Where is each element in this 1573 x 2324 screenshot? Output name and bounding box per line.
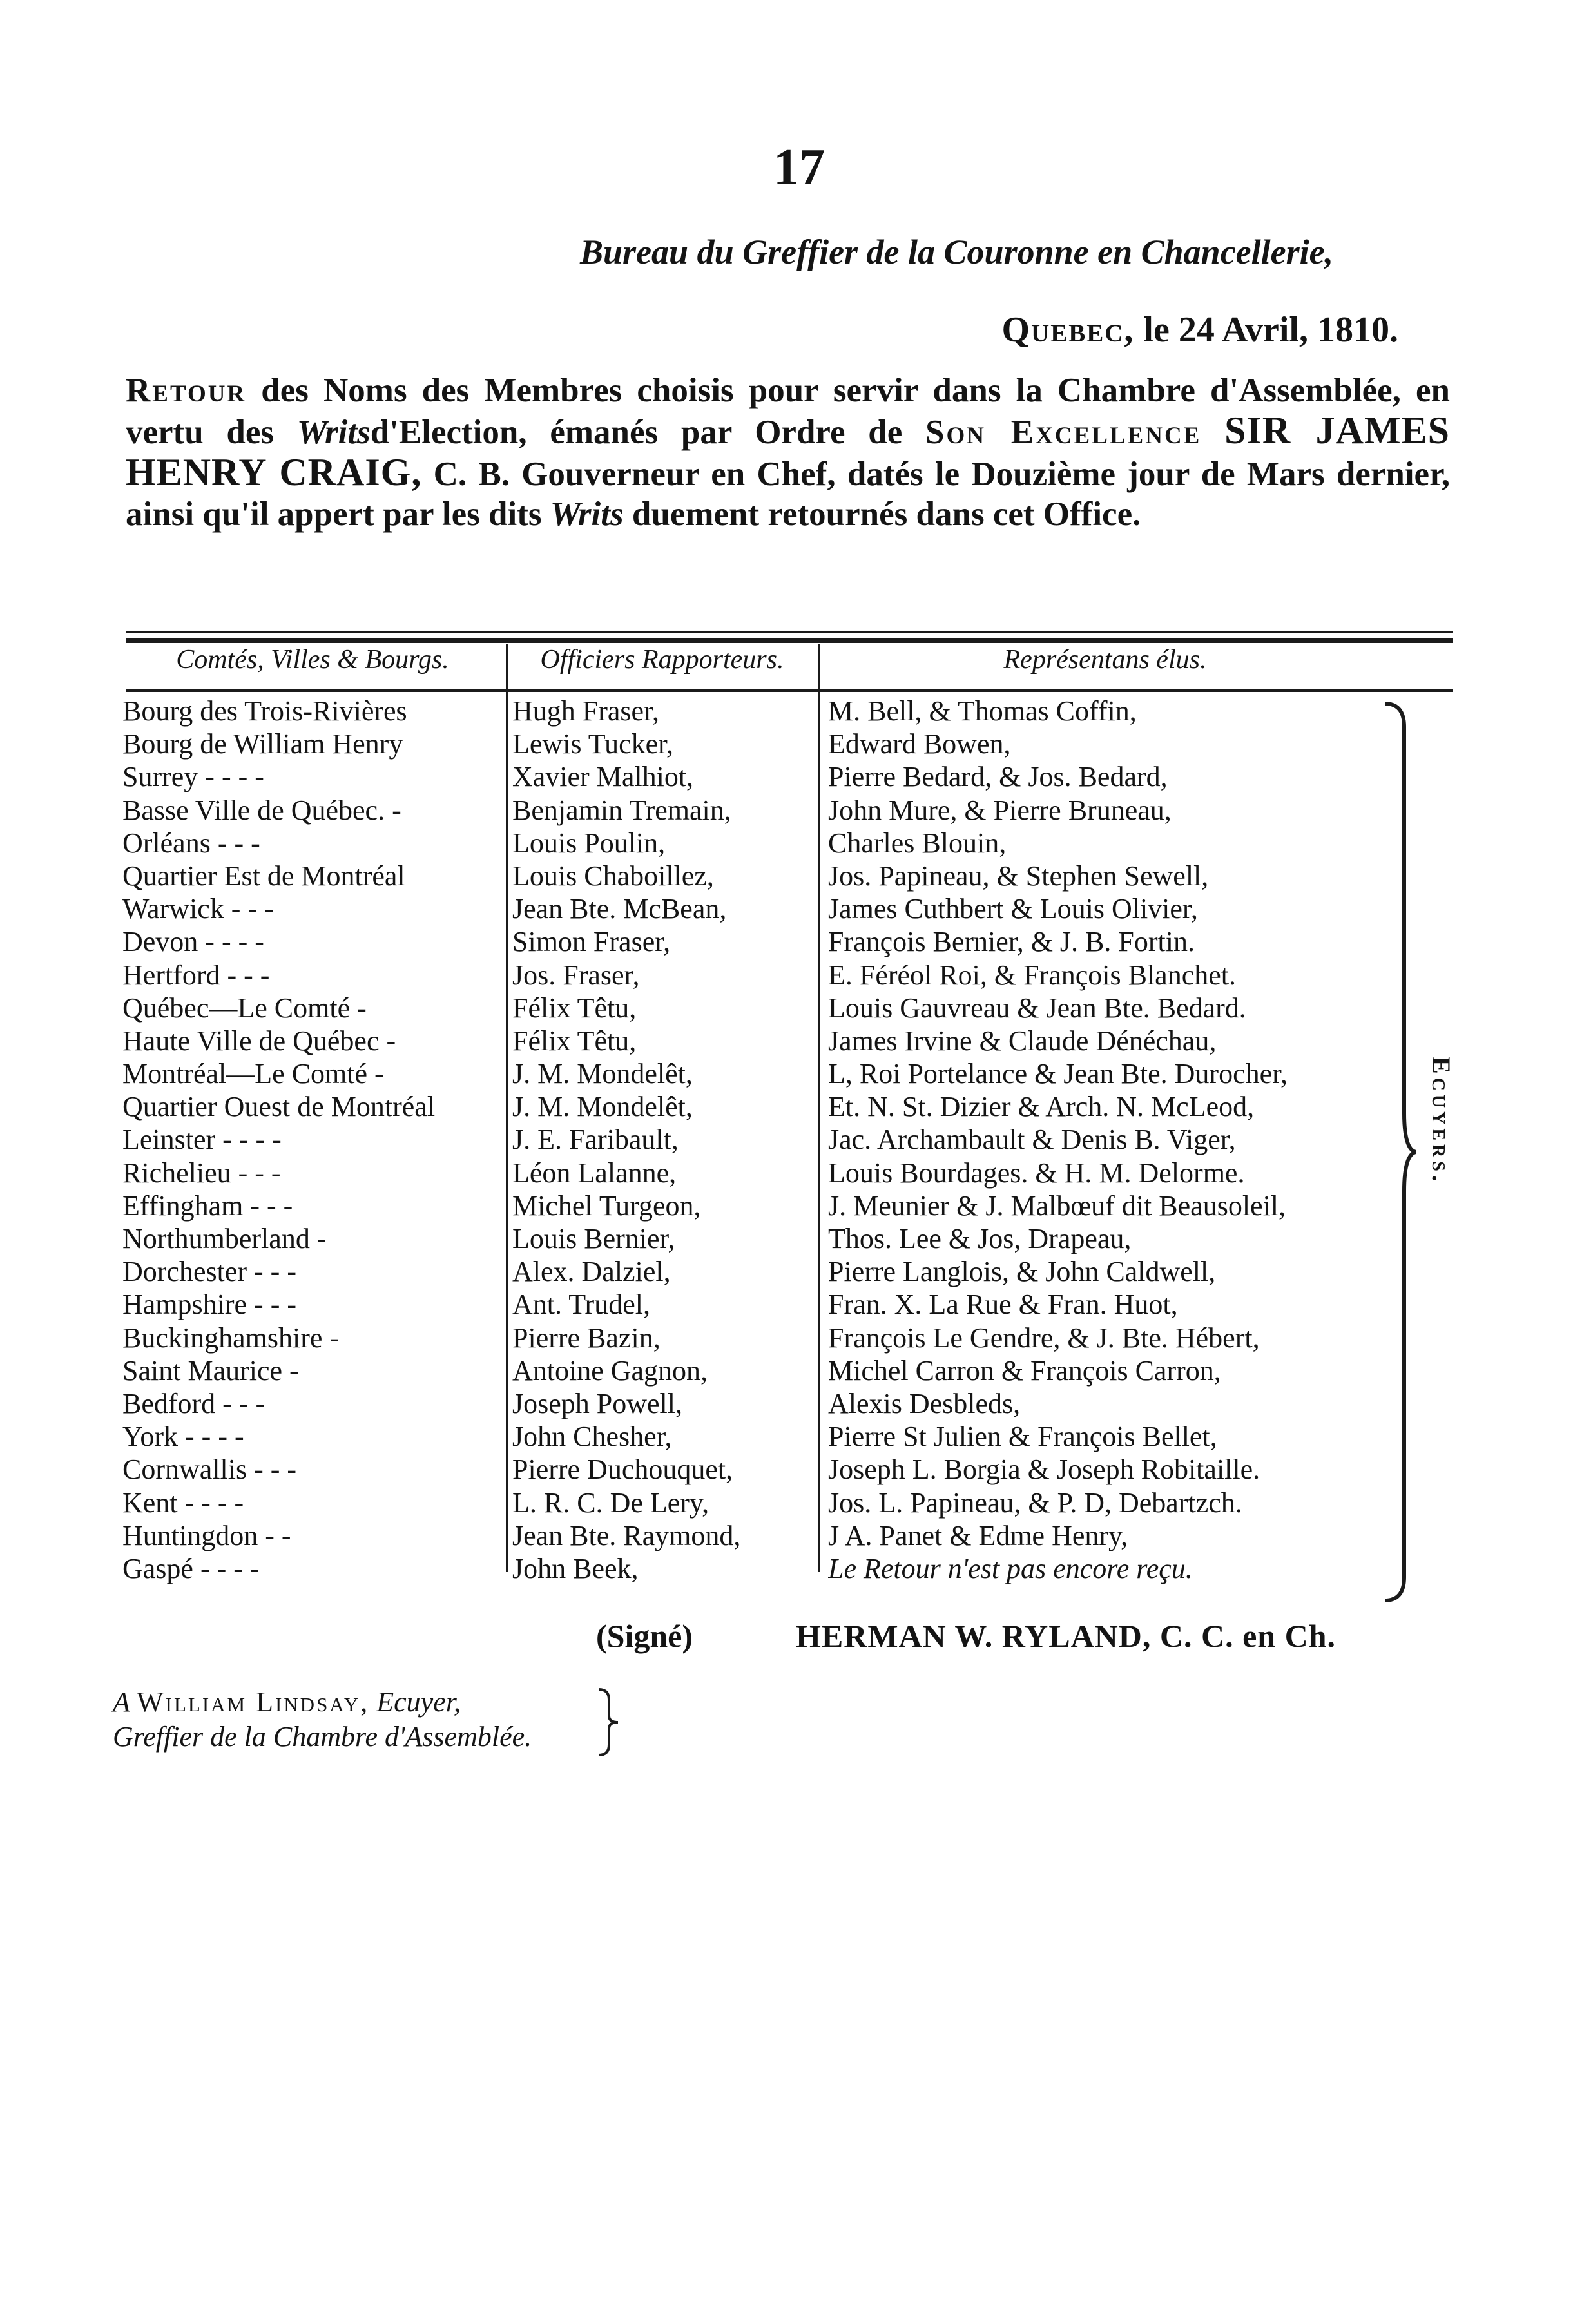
addressee-line-2: Greffier de la Chambre d'Assemblée. xyxy=(113,1721,532,1753)
officer-cell: Jos. Fraser, xyxy=(512,959,640,991)
preamble-part3: C. B. Gouverneur en Chef, datés le Douzième jour de Mars dernier, ainsi qu'il appert par les dits xyxy=(126,456,1450,533)
representatives-cell: James Cuthbert & Louis Olivier, xyxy=(828,893,1198,925)
preamble-part1: des Noms des Membres choisis pour servir dans la Chambre d'Assemblée, en vertu des xyxy=(126,372,1451,451)
right-brace xyxy=(1382,701,1418,1603)
officer-cell: Xavier Malhiot, xyxy=(512,761,694,793)
officer-cell: Félix Têtu, xyxy=(512,1024,637,1057)
officer-cell: Hugh Fraser, xyxy=(512,695,659,727)
county-cell: Haute Ville de Québec - xyxy=(122,1024,396,1057)
county-cell: Cornwallis - - - xyxy=(122,1454,297,1486)
table-row xyxy=(0,992,1573,1024)
representatives-cell: L, Roi Portelance & Jean Bte. Durocher, xyxy=(828,1058,1288,1090)
officer-cell: J. M. Mondelêt, xyxy=(512,1091,693,1123)
table-row xyxy=(0,1288,1573,1321)
officer-cell: John Beek, xyxy=(512,1552,639,1584)
table-row xyxy=(0,727,1573,760)
county-cell: Québec—Le Comté - xyxy=(122,992,367,1024)
representatives-cell: Joseph L. Borgia & Joseph Robitaille. xyxy=(828,1454,1260,1486)
county-cell: Gaspé - - - - xyxy=(122,1552,260,1584)
table-row xyxy=(0,1519,1573,1552)
officer-cell: L. R. C. De Lery, xyxy=(512,1486,709,1519)
county-cell: Basse Ville de Québec. - xyxy=(122,794,401,826)
representatives-cell: Edward Bowen, xyxy=(828,728,1011,760)
representatives-cell: Michel Carron & François Carron, xyxy=(828,1354,1221,1387)
officer-cell: Louis Chaboillez, xyxy=(512,859,714,892)
county-cell: Orléans - - - xyxy=(122,827,260,859)
officer-cell: Jean Bte. Raymond, xyxy=(512,1519,741,1551)
table-row xyxy=(0,1453,1573,1486)
county-cell: Saint Maurice - xyxy=(122,1354,299,1387)
representatives-cell: Pierre St Julien & François Bellet, xyxy=(828,1421,1217,1453)
divider-rule-thick xyxy=(126,638,1453,643)
addressee-block xyxy=(113,1685,609,1754)
representatives-cell: M. Bell, & Thomas Coffin, xyxy=(828,695,1137,727)
officer-cell: Simon Fraser, xyxy=(512,926,671,958)
county-cell: Bedford - - - xyxy=(122,1387,265,1419)
addressee-name: William Lindsay, xyxy=(137,1686,370,1718)
signatory-name: HERMAN W. RYLAND, C. C. en Ch. xyxy=(796,1618,1337,1654)
table-row xyxy=(0,1157,1573,1189)
addressee-prefix: A xyxy=(113,1686,130,1718)
officer-cell: Pierre Duchouquet, xyxy=(512,1454,733,1486)
representatives-cell: James Irvine & Claude Dénéchau, xyxy=(828,1024,1217,1057)
table-row xyxy=(0,925,1573,958)
table-row xyxy=(0,1321,1573,1354)
table-row xyxy=(0,1420,1573,1453)
county-cell: Devon - - - - xyxy=(122,926,264,958)
county-cell: Buckinghamshire - xyxy=(122,1321,340,1354)
representatives-cell: François Bernier, & J. B. Fortin. xyxy=(828,926,1195,958)
representatives-cell: Jos. L. Papineau, & P. D, Debartzch. xyxy=(828,1486,1242,1519)
table-row xyxy=(0,1354,1573,1387)
officer-cell: Antoine Gagnon, xyxy=(512,1354,708,1387)
county-cell: Bourg de William Henry xyxy=(122,728,403,760)
county-cell: Hertford - - - xyxy=(122,959,270,991)
officer-cell: Alex. Dalziel, xyxy=(512,1256,671,1288)
county-cell: Warwick - - - xyxy=(122,893,274,925)
bracket-label: Ecuyers. xyxy=(1427,1057,1456,1186)
county-cell: Quartier Est de Montréal xyxy=(122,859,405,892)
addressee-line-1 xyxy=(113,1685,609,1720)
officer-cell: Lewis Tucker, xyxy=(512,728,674,760)
representatives-cell: Fran. X. La Rue & Fran. Huot, xyxy=(828,1289,1178,1321)
table-row xyxy=(0,827,1573,859)
date: le 24 Avril, 1810. xyxy=(1143,310,1398,350)
representatives-cell: Le Retour n'est pas encore reçu. xyxy=(828,1552,1193,1584)
table-row xyxy=(0,1189,1573,1222)
county-cell: York - - - - xyxy=(122,1421,244,1453)
header-rule xyxy=(126,689,1453,692)
office-heading: Bureau du Greffier de la Couronne en Chancellerie, xyxy=(580,233,1334,271)
officer-cell: J. M. Mondelêt, xyxy=(512,1058,693,1090)
table-row xyxy=(0,859,1573,892)
county-cell: Huntingdon - - xyxy=(122,1519,291,1551)
page-number: 17 xyxy=(773,139,825,196)
column-header-county: Comtés, Villes & Bourgs. xyxy=(176,645,449,675)
officer-cell: Félix Têtu, xyxy=(512,992,637,1024)
signed-label: (Signé) xyxy=(596,1618,693,1654)
representatives-cell: J. Meunier & J. Malbœuf dit Beausoleil, xyxy=(828,1189,1286,1222)
county-cell: Kent - - - - xyxy=(122,1486,244,1519)
preamble-paragraph xyxy=(126,370,1450,534)
representatives-cell: Louis Gauvreau & Jean Bte. Bedard. xyxy=(828,992,1246,1024)
addressee-brace xyxy=(596,1687,622,1758)
officer-cell: Joseph Powell, xyxy=(512,1387,682,1419)
county-cell: Effingham - - - xyxy=(122,1189,293,1222)
representatives-cell: E. Féréol Roi, & François Blanchet. xyxy=(828,959,1236,991)
county-cell: Quartier Ouest de Montréal xyxy=(122,1091,436,1123)
preamble-lead: Retour xyxy=(126,372,247,409)
table-row xyxy=(0,892,1573,925)
representatives-cell: Alexis Desbleds, xyxy=(828,1387,1021,1419)
representatives-cell: Jac. Archambault & Denis B. Viger, xyxy=(828,1124,1236,1156)
column-header-representatives: Représentans élus. xyxy=(1003,645,1207,675)
table-row xyxy=(0,1255,1573,1288)
county-cell: Leinster - - - - xyxy=(122,1124,282,1156)
preamble-name: SIR JAMES HENRY CRAIG, xyxy=(126,409,1450,494)
representatives-cell: Pierre Langlois, & John Caldwell, xyxy=(828,1256,1216,1288)
preamble-writs-1: Writs xyxy=(296,414,371,451)
table-row xyxy=(0,1222,1573,1255)
table-row xyxy=(0,1090,1573,1123)
officer-cell: Léon Lalanne, xyxy=(512,1157,677,1189)
representatives-cell: Pierre Bedard, & Jos. Bedard, xyxy=(828,761,1168,793)
representatives-cell: Charles Blouin, xyxy=(828,827,1007,859)
returns-table xyxy=(0,695,1573,1585)
place: Quebec, xyxy=(1001,310,1135,350)
officer-cell: Ant. Trudel, xyxy=(512,1289,650,1321)
addressee-title: Ecuyer, xyxy=(376,1686,461,1718)
table-row xyxy=(0,695,1573,727)
officer-cell: John Chesher, xyxy=(512,1421,672,1453)
county-cell: Hampshire - - - xyxy=(122,1289,297,1321)
preamble-writs-2: Writs xyxy=(550,495,624,533)
county-cell: Bourg des Trois-Rivières xyxy=(122,695,407,727)
preamble-part4: duement retournés dans cet Office. xyxy=(632,495,1141,533)
officer-cell: Michel Turgeon, xyxy=(512,1189,701,1222)
officer-cell: Louis Bernier, xyxy=(512,1223,675,1254)
table-row xyxy=(0,1387,1573,1420)
representatives-cell: François Le Gendre, & J. Bte. Hébert, xyxy=(828,1321,1260,1354)
table-row xyxy=(0,959,1573,992)
county-cell: Montréal—Le Comté - xyxy=(122,1058,384,1090)
table-row xyxy=(0,1057,1573,1090)
table-row xyxy=(0,1024,1573,1057)
table-row xyxy=(0,794,1573,827)
table-row xyxy=(0,760,1573,793)
county-cell: Richelieu - - - xyxy=(122,1157,281,1189)
preamble-part2: d'Election, émanés par Ordre de xyxy=(370,414,903,451)
representatives-cell: Thos. Lee & Jos, Drapeau, xyxy=(828,1223,1132,1254)
county-cell: Dorchester - - - xyxy=(122,1256,296,1288)
officer-cell: Louis Poulin, xyxy=(512,827,666,859)
officer-cell: Jean Bte. McBean, xyxy=(512,893,727,925)
divider-rule xyxy=(126,631,1453,633)
table-row xyxy=(0,1486,1573,1519)
representatives-cell: J A. Panet & Edme Henry, xyxy=(828,1519,1128,1551)
representatives-cell: John Mure, & Pierre Bruneau, xyxy=(828,794,1172,826)
officer-cell: Benjamin Tremain, xyxy=(512,794,731,826)
representatives-cell: Et. N. St. Dizier & Arch. N. McLeod, xyxy=(828,1091,1255,1123)
representatives-cell: Louis Bourdages. & H. M. Delorme. xyxy=(828,1157,1245,1189)
column-header-officer: Officiers Rapporteurs. xyxy=(540,645,784,675)
place-date xyxy=(883,309,1398,351)
representatives-cell: Jos. Papineau, & Stephen Sewell, xyxy=(828,859,1209,892)
county-cell: Surrey - - - - xyxy=(122,761,264,793)
officer-cell: Pierre Bazin, xyxy=(512,1321,661,1354)
county-cell: Northumberland - xyxy=(122,1223,327,1254)
table-row xyxy=(0,1123,1573,1156)
table-row xyxy=(0,1552,1573,1585)
preamble-honorific: Son Excellence xyxy=(925,414,1202,451)
officer-cell: J. E. Faribault, xyxy=(512,1124,679,1156)
